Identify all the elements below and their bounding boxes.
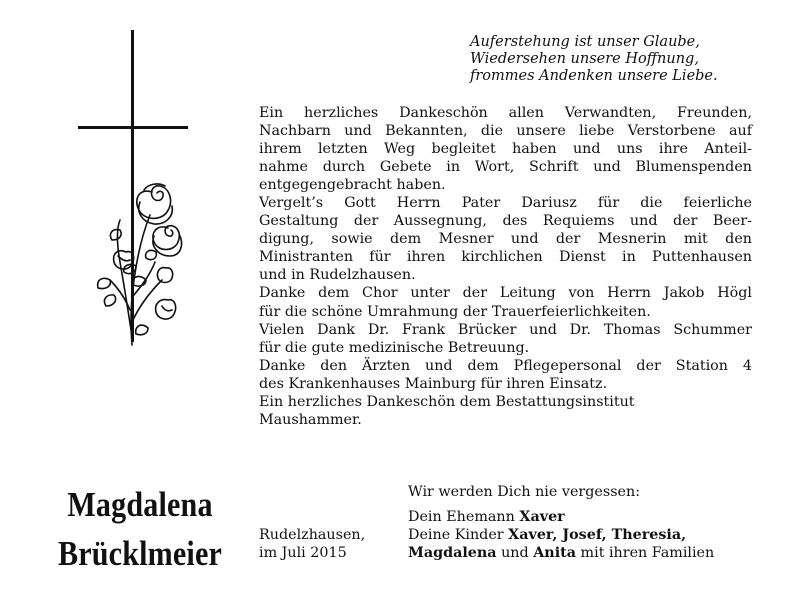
body-line: Ministranten für ihren kirchlichen Dienst in Puttenhausen [259,249,752,266]
body-line: Ein herzliches Dankeschön dem Bestattungsinstitut [259,393,635,410]
body-line: und in Rudelzhausen. [259,267,416,284]
children-names: Xaver, Josef, Theresia, [508,527,687,544]
child-name-anita: Anita [533,545,577,562]
body-line: für die gute medizinische Betreuung. [259,339,530,356]
date: im Juli 2015 [259,545,347,562]
deceased-first-name: Magdalena [67,485,213,524]
epitaph-quote [470,34,780,85]
rose-branch-icon [98,184,182,345]
body-line: des Krankenhauses Mainburg für ihren Einsatz. [259,375,608,392]
body-line: Danke den Ärzten und dem Pflegepersonal der Station 4 [259,357,752,374]
deceased-name [54,480,226,578]
body-line: entgegengebracht haben. [259,177,446,194]
body-line: Gestaltung der Aussegnung, des Requiems und der Beer- [259,213,752,230]
families-suffix: mit ihren Familien [576,545,715,562]
quote-line: Auferstehung ist unser Glaube, [470,34,700,50]
body-line: Ein herzliches Dankeschön allen Verwandten, Freunden, [259,105,752,121]
body-line: Nachbarn und Bekannten, die unsere liebe Verstorbene auf [259,123,752,140]
cross-icon [78,30,188,342]
conjunction: und [496,545,534,562]
body-line: ihrem letzten Weg begleitet haben und uns ihre Anteil- [259,141,752,158]
thank-you-text [259,104,752,429]
cross-with-roses-icon [70,30,210,450]
husband-prefix: Dein Ehemann [408,509,520,526]
quote-line: frommes Andenken unsere Liebe. [470,68,718,84]
body-line: Vielen Dank Dr. Frank Brücker und Dr. Thomas Schummer [259,321,752,338]
body-line: für die schöne Umrahmung der Trauerfeierlichkeiten. [259,303,651,320]
closing-motto: Wir werden Dich nie vergessen: [408,484,641,500]
husband-name: Xaver [519,509,565,526]
children-prefix: Deine Kinder [408,527,509,544]
body-line: Vergelt’s Gott Herrn Pater Dariusz für die feierliche [259,195,752,212]
body-line: Danke dem Chor unter der Leitung von Herrn Jakob Högl [259,285,752,302]
deceased-last-name: Brücklmeier [57,534,223,573]
body-line: nahme durch Gebete in Wort, Schrift und Blumenspenden [259,159,752,176]
family-signature [408,483,714,562]
body-line: digung, sowie dem Mesner und der Mesnerin mit den [259,231,752,248]
husband-line [408,508,714,526]
body-line: Maushammer. [259,411,362,428]
quote-line: Wiedersehen unsere Hoffnung, [470,51,699,67]
children-line [408,526,714,544]
place: Rudelzhausen, [259,527,366,543]
spacer [408,501,714,508]
families-line [408,544,714,562]
child-name-magdalena: Magdalena [408,545,497,562]
place-and-date [259,526,365,562]
